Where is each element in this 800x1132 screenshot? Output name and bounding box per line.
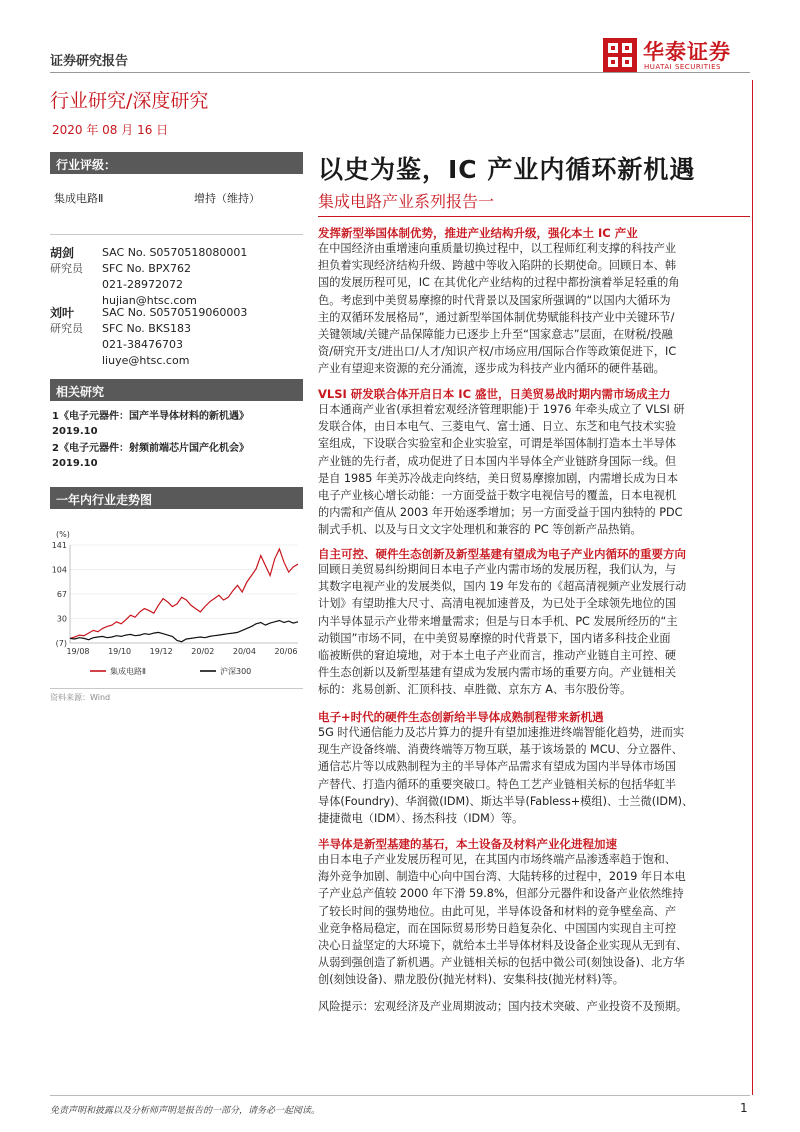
- text-line: 内半导体显示产业带来增量需求；但是与日本手机、PC 发展所经历的“主: [318, 614, 678, 628]
- text-line: 资/研究开支/进出口/人才/知识产权/市场应用/国际合作等政策促进下，IC: [318, 345, 677, 359]
- text-line: 在中国经济由重增速向重质量切换过程中，以工程师红利支撑的科技产业: [318, 242, 677, 255]
- related-date: 2019.10: [52, 458, 98, 469]
- y-tick-label: 67: [56, 590, 67, 599]
- report-category: 行业研究/深度研究: [50, 90, 209, 112]
- section-heading: 电子+时代的硬件生态创新给半导体成熟制程带来新机遇: [318, 710, 604, 724]
- section-heading: 发挥新型举国体制优势，推进产业结构升级，强化本土 IC 产业: [318, 226, 638, 240]
- analyst-info: [102, 305, 247, 369]
- section-body: [318, 240, 750, 378]
- x-tick-label: 19/10: [108, 647, 132, 656]
- text-line: 标的：兆易创新、汇顶科技、卓胜微、京东方 A、韦尔股份等。: [318, 683, 632, 697]
- text-line: 担负着实现经济结构升级、跨越中等收入陷阱的长期使命。回顾日本、韩: [318, 259, 677, 273]
- logo-cn-text: 华泰证券: [643, 40, 731, 64]
- text-line: 现生产设备终端、消费终端等万物互联，基于该场景的 MCU、分立器件、: [318, 743, 683, 757]
- text-line: 主的双循环发展格局”，通过新型举国体制优势赋能科技产业中关键环节/: [318, 310, 675, 324]
- y-tick-label: 104: [51, 565, 67, 575]
- section-body: [318, 561, 750, 699]
- text-line: 发联合体，由日本电气、三菱电气、富士通、日立、东芝和电气技术实验: [318, 420, 677, 434]
- text-line: 海外竞争加剧、制造中心向中国台湾、大陆转移的过程中，2019 年日本电: [318, 870, 686, 884]
- text-line: 产替代、打造内循环的重要突破口。特色工艺产业链相关标的包括华虹半: [318, 777, 677, 791]
- logo-mark-icon: [603, 38, 637, 72]
- analyst-info: [102, 245, 247, 309]
- text-line: 的内需和产值从 2003 年开始逐季增加；另一方面受益于国内独特的 PDC: [318, 506, 683, 520]
- x-tick-label: 20/06: [274, 647, 298, 656]
- section-heading: 半导体是新型基建的基石，本土设备及材料产业化进程加速: [318, 837, 617, 851]
- text-line: 通信芯片等以成熟制程为主的半导体产品需求有望成为国内半导体市场国: [318, 760, 677, 774]
- x-tick-label: 19/12: [149, 647, 173, 656]
- text-line: 子产业总产值较 2000 年下滑 59.8%，但部分元器件和设备产业依然维持: [318, 887, 684, 901]
- right-accent-line: [752, 80, 753, 1095]
- industry-trend-chart: [50, 525, 303, 685]
- rating-header: 行业评级：: [50, 152, 303, 174]
- section-heading: 自主可控、硬件生态创新及新型基建有望成为电子产业内循环的重要方向: [318, 547, 686, 561]
- page-number: 1: [740, 1101, 748, 1115]
- y-tick-label: 141: [51, 541, 67, 550]
- text-line: 产业有望迎来资源的充分涌流，逐步成为科技产业内循环的硬件基础。: [318, 362, 665, 376]
- chart-source: 资料来源：Wind: [50, 693, 111, 702]
- section-body: [318, 851, 750, 989]
- text-line: 业竞争格局稳定，而在国际贸易形势日趋复杂化、中国国内实现自主可控: [318, 921, 677, 935]
- chart-divider: [50, 688, 303, 689]
- text-line: 5G 时代通信能力及芯片算力的提升有望加速推进终端智能化趋势，进而实: [318, 726, 685, 739]
- text-line: 日本通商产业省(承担着宏观经济管理职能)于 1976 年牵头成立了 VLSI 研: [318, 403, 685, 416]
- text-line: 产业链的先行者，成功促进了日本国内半导体全产业链跻身国际一线。但: [318, 454, 677, 468]
- analyst-sac: SAC No. S0570518080001: [102, 246, 248, 259]
- rating-value: 增持（维持）: [194, 192, 260, 205]
- series-line: [70, 621, 298, 642]
- related-date: 2019.10: [52, 426, 98, 437]
- analyst-name: 刘叶: [50, 306, 75, 320]
- risk-warning: 风险提示：宏观经济及产业周期波动；国内技术突破、产业投资不及预期。: [318, 1000, 688, 1013]
- text-line: 色。考虑到中美贸易摩擦的时代背景以及国家所强调的“以国内大循环为: [318, 293, 671, 307]
- analyst-name: 胡剑: [50, 246, 75, 260]
- logo-en-text: HUATAI SECURITIES: [644, 63, 721, 71]
- related-title: 1《电子元器件：国产半导体材料的新机遇》: [52, 411, 249, 422]
- analyst-sac: SAC No. S0570519060003: [102, 306, 248, 319]
- related-title: 2《电子元器件：射频前端芯片国产化机会》: [52, 443, 249, 454]
- text-line: 决心日益坚定的大环境下，就给本土半导体材料及设备企业实现从无到有、: [318, 939, 688, 953]
- analyst-role: 研究员: [50, 322, 83, 335]
- text-line: 关键领域/关键产品保障能力已逐步上升至“国家意志”层面，在财税/投融: [318, 328, 673, 342]
- text-line: 电子产业核心增长动能：一方面受益于数字电视信号的覆盖，日本电视机: [318, 489, 677, 503]
- rating-industry: 集成电路Ⅱ: [54, 192, 104, 205]
- analyst-card: [50, 245, 303, 309]
- analyst-sfc: SFC No. BKS183: [102, 322, 191, 335]
- analyst-card: [50, 305, 303, 369]
- sidebar-divider: [50, 234, 303, 235]
- text-line: 捷捷微电（IDM）、扬杰科技（IDM）等。: [318, 812, 524, 826]
- text-line: 导体(Foundry)、华润微(IDM)、斯达半导(Fabless+模组)、士兰微(IDM)、: [318, 794, 694, 808]
- text-line: 其数字电视产业的发展类似，国内 19 年发布的《超高清视频产业发展行动: [318, 580, 687, 594]
- company-logo: [603, 36, 751, 76]
- related-research-header: 相关研究: [50, 379, 303, 401]
- report-subtitle: 集成电路产业系列报告一: [318, 192, 495, 211]
- x-tick-label: 20/04: [232, 647, 256, 656]
- section-heading: VLSI 研发联合体开启日本 IC 盛世，日美贸易战时期内需市场成主力: [318, 387, 671, 401]
- text-line: 回顾日美贸易纠纷期间日本电子产业内需市场的发展历程，我们认为，与: [318, 563, 677, 576]
- report-title: 以史为鉴，IC 产业内循环新机遇: [318, 155, 696, 184]
- analyst-role: 研究员: [50, 262, 83, 275]
- text-line: 临被断供的窘迫境地，对于本土电子产业而言，推动产业链自主可控、硬: [318, 649, 677, 663]
- text-line: 件生态创新以及新型基建有望成为发展内需市场的重要方向。产业链相关: [318, 666, 677, 680]
- text-line: 从弱到强创造了新机遇。产业链相关标的包括中微公司(刻蚀设备)、北方华: [318, 956, 685, 970]
- y-tick-label: 30: [56, 614, 67, 624]
- section-body: [318, 724, 750, 827]
- related-item[interactable]: [52, 409, 249, 439]
- text-line: 动锁国”市场不同，在中美贸易摩擦的时代背景下，国内诸多科技企业面: [318, 631, 671, 645]
- analyst-sfc: SFC No. BPX762: [102, 262, 191, 275]
- y-tick-label: (7): [55, 639, 67, 648]
- legend-label: 集成电路Ⅱ: [110, 667, 146, 676]
- analyst-email[interactable]: hujian@htsc.com: [102, 294, 197, 307]
- legend-label: 沪深300: [220, 667, 252, 676]
- text-line: 了较长时间的强势地位。由此可见，半导体设备和材料的竞争壁垒高、产: [318, 904, 677, 918]
- report-type: 证券研究报告: [50, 54, 129, 69]
- text-line: 由日本电子产业发展历程可见，在其国内市场终端产品渗透率趋于饱和、: [318, 853, 677, 866]
- footer-divider: [50, 1095, 750, 1096]
- section-body: [318, 401, 750, 539]
- analyst-phone: 021-38476703: [102, 338, 183, 351]
- analyst-phone: 021-28972072: [102, 278, 183, 291]
- text-line: 创(刻蚀设备)、鼎龙股份(抛光材料)、安集科技(抛光材料)等。: [318, 973, 624, 987]
- text-line: 是自 1985 年美苏冷战走向终结，美日贸易摩擦加剧，内需增长成为日本: [318, 471, 679, 485]
- title-divider: [318, 216, 750, 217]
- related-item[interactable]: [52, 441, 249, 471]
- y-axis-unit: (%): [56, 530, 70, 539]
- text-line: 制式手机、以及与日文文字处理机和兼容的 PC 等创新产品热销。: [318, 523, 642, 537]
- disclaimer: 免责声明和披露以及分析师声明是报告的一部分，请务必一起阅读。: [50, 1106, 321, 1116]
- text-line: 计划》有望助推大尺寸、高清电视加速普及，为已处于全球领先地位的国: [318, 597, 677, 611]
- text-line: 国的发展历程可见，IC 在其优化产业结构的过程中都扮演着举足轻重的角: [318, 276, 680, 290]
- trend-header: 一年内行业走势图: [50, 487, 303, 509]
- report-date: 2020 年 08 月 16 日: [52, 123, 169, 137]
- x-tick-label: 20/02: [191, 647, 215, 656]
- x-tick-label: 19/08: [66, 647, 90, 656]
- text-line: 室组成，下设联合实验室和企业实验室，可谓是举国体制打造本土半导体: [318, 437, 677, 451]
- analyst-email[interactable]: liuye@htsc.com: [102, 354, 190, 367]
